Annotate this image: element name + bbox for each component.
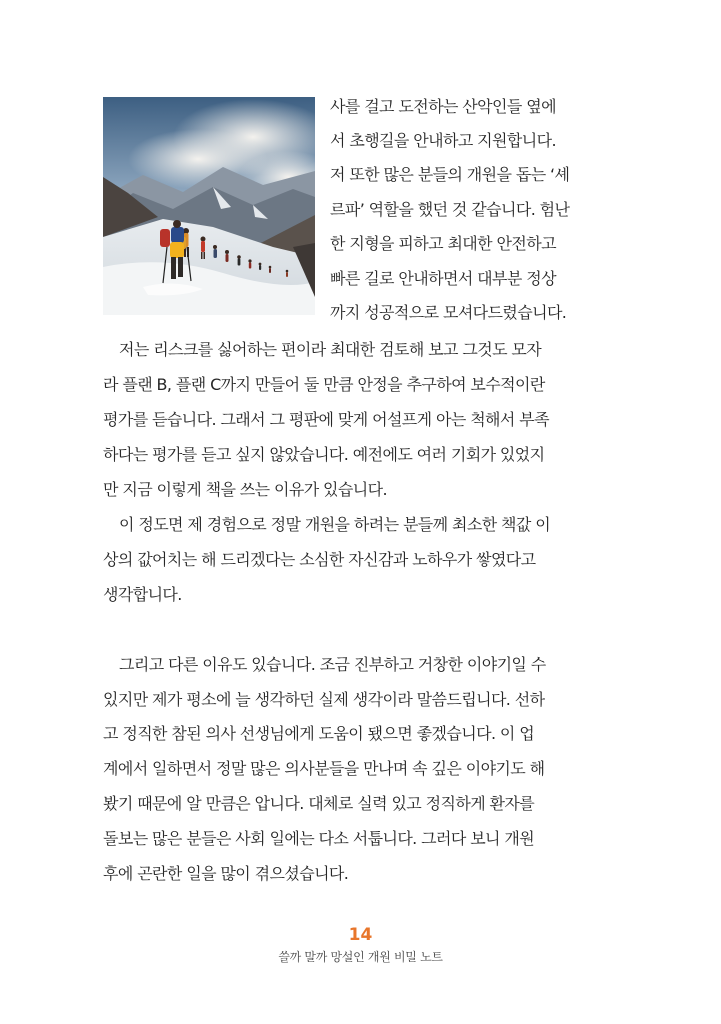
body-line: 그리고 다른 이유도 있습니다. 조금 진부하고 거창한 이야기일 수 (119, 655, 546, 674)
body-line: 고 정직한 참된 의사 선생님에게 도움이 됐으면 좋겠습니다. 이 업 (103, 724, 535, 743)
body-line: 까지 성공적으로 모셔다드렸습니다. (330, 303, 567, 322)
body-line: 하다는 평가를 듣고 싶지 않았습니다. 예전에도 여러 기회가 있었지 (103, 445, 545, 464)
body-line: 상의 값어치는 해 드리겠다는 소심한 자신감과 노하우가 쌓였다고 (103, 550, 536, 569)
mountain-climbers-illustration (103, 97, 315, 315)
body-line: 봤기 때문에 알 만큼은 압니다. 대체로 실력 있고 정직하게 환자를 (103, 794, 535, 813)
body-line: 있지만 제가 평소에 늘 생각하던 실제 생각이라 말씀드립니다. 선하 (103, 690, 545, 709)
body-line: 돌보는 많은 분들은 사회 일에는 다소 서툽니다. 그러다 보니 개원 (103, 829, 535, 848)
body-line: 한 지형을 피하고 최대한 안전하고 (330, 234, 556, 253)
body-line: 라 플랜 B, 플랜 C까지 만들어 둘 만큼 안정을 추구하여 보수적이란 (103, 375, 545, 394)
body-line: 계에서 일하면서 정말 많은 의사분들을 만나며 속 깊은 이야기도 해 (103, 759, 545, 778)
body-line: 서 초행길을 안내하고 지원합니다. (330, 131, 556, 150)
body-line: 저는 리스크를 싫어하는 편이라 최대한 검토해 보고 그것도 모자 (119, 340, 542, 359)
page-number: 14 (348, 925, 373, 945)
body-line: 빠른 길로 안내하면서 대부분 정상 (330, 269, 556, 288)
body-line: 저 또한 많은 분들의 개원을 돕는 ‘셰 (330, 165, 570, 184)
body-line: 이 정도면 제 경험으로 정말 개원을 하려는 분들께 최소한 책값 이 (119, 515, 551, 534)
body-line: 르파’ 역할을 했던 것 같습니다. 험난 (330, 200, 570, 219)
body-line: 평가를 듣습니다. 그래서 그 평판에 맞게 어설프게 아는 척해서 부족 (103, 410, 549, 429)
body-line: 후에 곤란한 일을 많이 겪으셨습니다. (103, 864, 349, 883)
body-line: 만 지금 이렇게 책을 쓰는 이유가 있습니다. (103, 480, 387, 499)
body-line: 사를 걸고 도전하는 산악인들 옆에 (330, 97, 556, 116)
mountain-climbers-photo (103, 97, 315, 315)
book-title-footer: 쓸까 말까 망설인 개원 비밀 노트 (278, 950, 443, 964)
body-line: 생각합니다. (103, 585, 182, 604)
